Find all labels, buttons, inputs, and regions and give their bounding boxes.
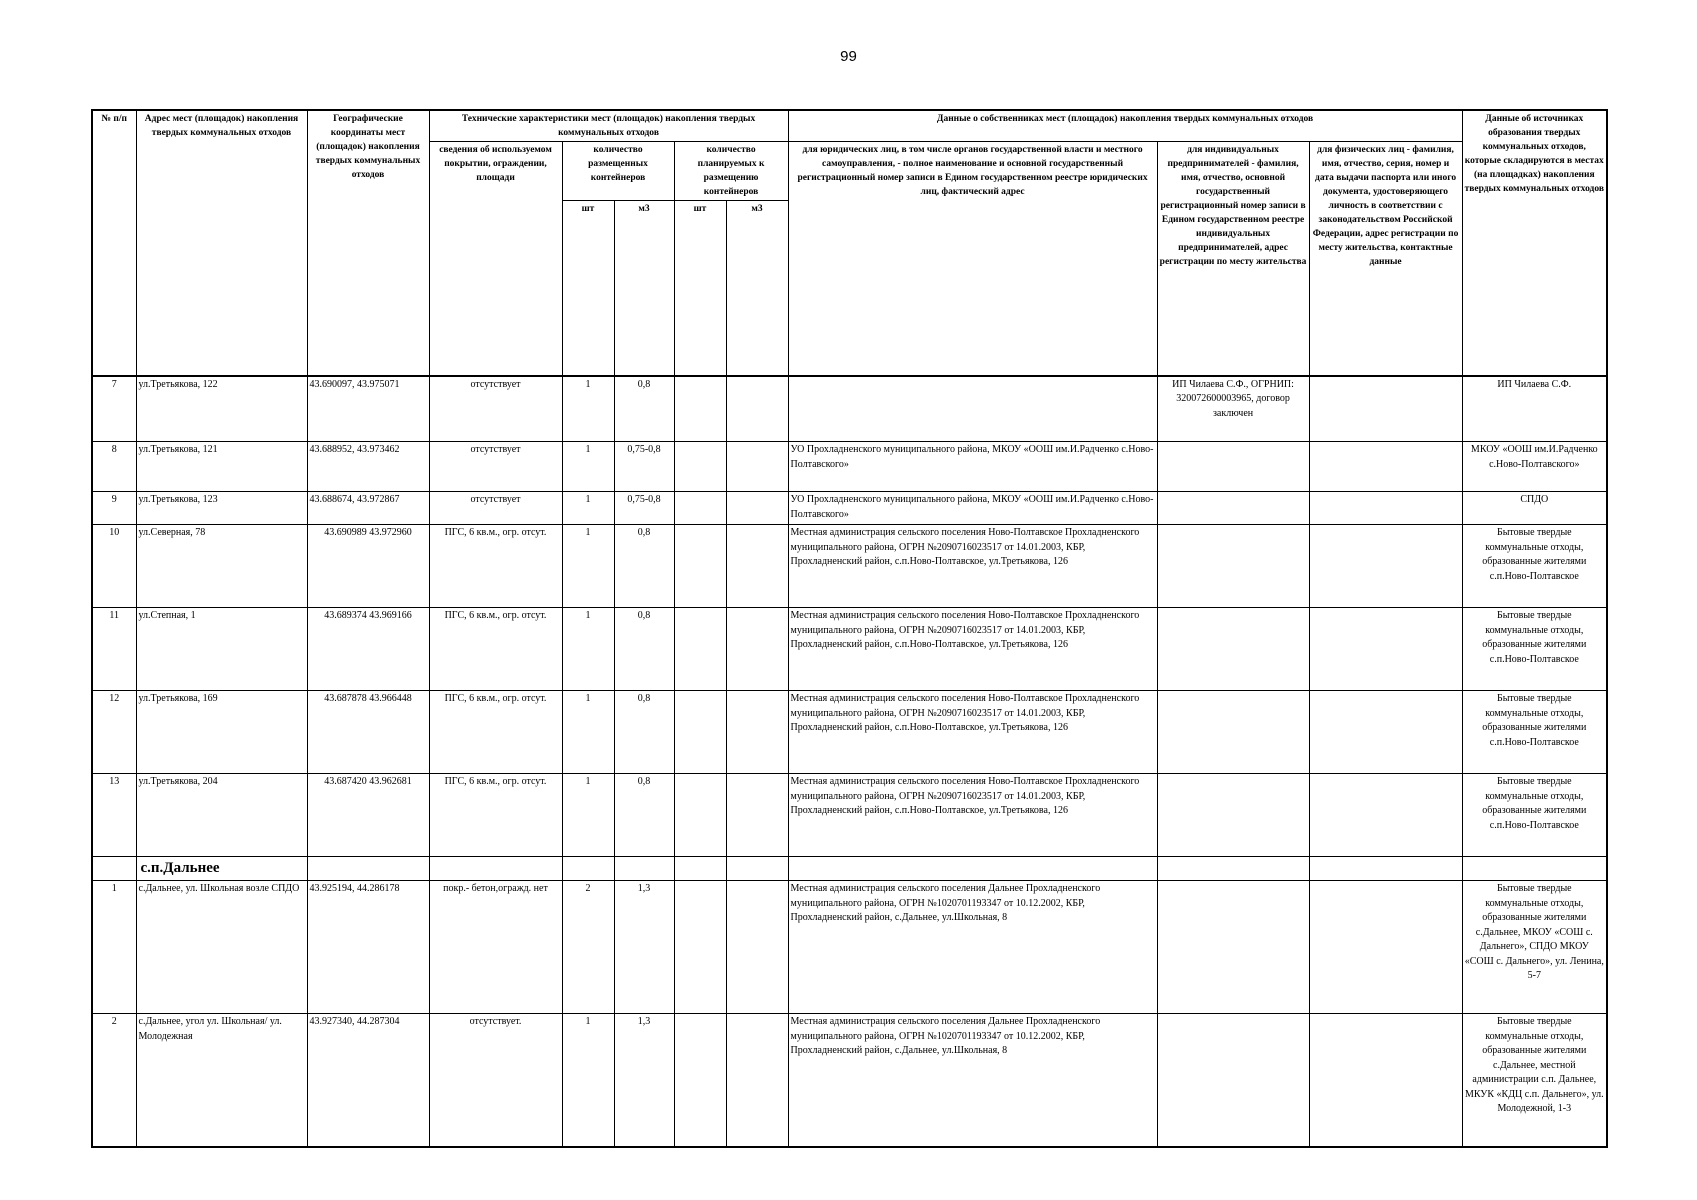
- cell-m3: 1,3: [614, 881, 674, 1014]
- cell-m3: 0,75-0,8: [614, 442, 674, 492]
- cell-m3-planned: [726, 1014, 788, 1147]
- cell-pcs-planned: [674, 1014, 726, 1147]
- waste-sites-table: [91, 109, 1608, 1148]
- table-row: [92, 492, 1607, 525]
- cell-num: 1: [92, 881, 136, 1014]
- cell-owner-person: [1309, 376, 1462, 442]
- cell-owner-ip: [1157, 774, 1309, 857]
- cell-m3-planned: [726, 376, 788, 442]
- cell-sources: Бытовые твердые коммунальные отходы, образованные жителями с.Дальнее, местной администрации с.п. Дальнее, МКУК «КДЦ с.п. Дальнего», ул. Молодежной, 1-3: [1462, 1014, 1607, 1147]
- cell-geo: 43.690989 43.972960: [307, 525, 429, 608]
- cell-owner-legal: [788, 376, 1157, 442]
- cell-num: 7: [92, 376, 136, 442]
- cell-geo: 43.688952, 43.973462: [307, 442, 429, 492]
- cell-address: ул.Третьякова, 123: [136, 492, 307, 525]
- cell-pcs: 1: [562, 608, 614, 691]
- cell-pcs-planned: [674, 442, 726, 492]
- cell-address: ул.Третьякова, 169: [136, 691, 307, 774]
- cell-m3-planned: [726, 525, 788, 608]
- cell-owner-ip: [1157, 608, 1309, 691]
- cell-owner-legal: Местная администрация сельского поселения Дальнее Прохладненского муниципального района, ОГРН №1020701193347 от 10.12.2002, КБР, Прохладненский район, с.Дальнее, ул.Школьная, 8: [788, 881, 1157, 1014]
- cell-m3-planned: [726, 492, 788, 525]
- cell-pcs: 1: [562, 774, 614, 857]
- cell-pcs: 2: [562, 881, 614, 1014]
- cell-m3: 0,8: [614, 774, 674, 857]
- cell-owner-legal: УО Прохладненского муниципального района, МКОУ «ООШ им.И.Радченко с.Ново-Полтавского»: [788, 442, 1157, 492]
- cell-m3-planned: [726, 774, 788, 857]
- header-tech-qty-placed: количество размещенных контейнеров: [562, 142, 674, 201]
- header-owners: Данные о собственниках мест (площадок) накопления твердых коммунальных отходов: [788, 110, 1462, 142]
- cell-m3-planned: [726, 442, 788, 492]
- cell-num: 11: [92, 608, 136, 691]
- header-tech: Технические характеристики мест (площадок) накопления твердых коммунальных отходов: [429, 110, 788, 142]
- cell-sources: МКОУ «ООШ им.И.Радченко с.Ново-Полтавского»: [1462, 442, 1607, 492]
- cell-cover: покр.- бетон,огражд. нет: [429, 881, 562, 1014]
- cell-geo: 43.688674, 43.972867: [307, 492, 429, 525]
- cell-sources: Бытовые твердые коммунальные отходы, образованные жителями с.п.Ново-Полтавское: [1462, 774, 1607, 857]
- cell-owner-person: [1309, 881, 1462, 1014]
- cell-num: 12: [92, 691, 136, 774]
- cell-m3: 0,8: [614, 691, 674, 774]
- page-number: 99: [840, 48, 857, 65]
- unit-pcs: шт: [562, 201, 614, 376]
- cell-cover: отсутствует: [429, 492, 562, 525]
- cell-address: ул.Третьякова, 204: [136, 774, 307, 857]
- cell-cover: отсутствует.: [429, 1014, 562, 1147]
- cell-sources: Бытовые твердые коммунальные отходы, образованные жителями с.п.Ново-Полтавское: [1462, 525, 1607, 608]
- cell-m3: 1,3: [614, 1014, 674, 1147]
- cell-pcs: 1: [562, 525, 614, 608]
- cell-sources: Бытовые твердые коммунальные отходы, образованные жителями с.п.Ново-Полтавское: [1462, 608, 1607, 691]
- unit-pcs-planned: шт: [674, 201, 726, 376]
- cell-address: ул.Северная, 78: [136, 525, 307, 608]
- cell-owner-ip: [1157, 691, 1309, 774]
- cell-pcs: 1: [562, 376, 614, 442]
- cell-address: ул.Степная, 1: [136, 608, 307, 691]
- cell-pcs-planned: [674, 492, 726, 525]
- cell-cover: ПГС, 6 кв.м., огр. отсут.: [429, 608, 562, 691]
- table-row: [92, 608, 1607, 691]
- cell-owner-person: [1309, 525, 1462, 608]
- cell-num: 2: [92, 1014, 136, 1147]
- cell-owner-person: [1309, 608, 1462, 691]
- cell-m3-planned: [726, 608, 788, 691]
- cell-m3: 0,8: [614, 376, 674, 442]
- cell-sources: Бытовые твердые коммунальные отходы, образованные жителями с.Дальнее, МКОУ «СОШ с. Дальнего», СПДО МКОУ «СОШ с. Дальнего», ул. Ленина, 5-7: [1462, 881, 1607, 1014]
- header-owner-ip: для индивидуальных предпринимателей - фамилия, имя, отчество, основной государственный регистрационный номер записи в Едином государственном реестре индивидуальных предпринимателей, адрес регистрации по месту жительства: [1157, 142, 1309, 376]
- cell-owner-legal: Местная администрация сельского поселения Ново-Полтавское Прохладненского муниципального района, ОГРН №2090716023517 от 14.01.2003, КБР, Прохладненский район, с.п.Ново-Полтавское, ул.Третьякова, 126: [788, 691, 1157, 774]
- cell-geo: 43.687420 43.962681: [307, 774, 429, 857]
- cell-owner-ip: [1157, 881, 1309, 1014]
- cell-owner-person: [1309, 492, 1462, 525]
- cell-geo: 43.925194, 44.286178: [307, 881, 429, 1014]
- cell-owner-legal: Местная администрация сельского поселения Дальнее Прохладненского муниципального района, ОГРН №1020701193347 от 10.12.2002, КБР, Прохладненский район, с.Дальнее, ул.Школьная, 8: [788, 1014, 1157, 1147]
- table-row: [92, 774, 1607, 857]
- cell-m3: 0,75-0,8: [614, 492, 674, 525]
- cell-owner-legal: УО Прохладненского муниципального района, МКОУ «ООШ им.И.Радченко с.Ново-Полтавского»: [788, 492, 1157, 525]
- cell-cover: ПГС, 6 кв.м., огр. отсут.: [429, 525, 562, 608]
- cell-pcs: 1: [562, 1014, 614, 1147]
- cell-pcs: 1: [562, 442, 614, 492]
- cell-owner-person: [1309, 1014, 1462, 1147]
- header-geo: Географические координаты мест (площадок) накопления твердых коммунальных отходов: [307, 110, 429, 376]
- section-row: [92, 857, 1607, 881]
- table-header: [92, 110, 1607, 376]
- cell-pcs-planned: [674, 376, 726, 442]
- cell-owner-ip: [1157, 492, 1309, 525]
- cell-pcs-planned: [674, 525, 726, 608]
- cell-owner-ip: ИП Чилаева С.Ф., ОГРНИП: 320072600003965, договор заключен: [1157, 376, 1309, 442]
- cell-pcs-planned: [674, 691, 726, 774]
- header-owner-person: для физических лиц - фамилия, имя, отчество, серия, номер и дата выдачи паспорта или иного документа, удостоверяющего личность в соответствии с законодательством Российской Федерации, адрес регистрации по месту жительства, контактные данные: [1309, 142, 1462, 376]
- header-sources: Данные об источниках образования твердых коммунальных отходов, которые складируются в местах (на площадках) накопления твердых коммунальных отходов: [1462, 110, 1607, 376]
- cell-pcs-planned: [674, 881, 726, 1014]
- header-num: № п/п: [92, 110, 136, 376]
- table-row: [92, 525, 1607, 608]
- cell-cover: отсутствует: [429, 376, 562, 442]
- cell-geo: 43.690097, 43.975071: [307, 376, 429, 442]
- cell-pcs: 1: [562, 691, 614, 774]
- table-row: [92, 1014, 1607, 1147]
- cell-geo: 43.927340, 44.287304: [307, 1014, 429, 1147]
- cell-num: 10: [92, 525, 136, 608]
- cell-pcs-planned: [674, 774, 726, 857]
- cell-sources: ИП Чилаева С.Ф.: [1462, 376, 1607, 442]
- table-row: [92, 442, 1607, 492]
- cell-m3: 0,8: [614, 525, 674, 608]
- cell-cover: отсутствует: [429, 442, 562, 492]
- cell-geo: 43.689374 43.969166: [307, 608, 429, 691]
- cell-geo: 43.687878 43.966448: [307, 691, 429, 774]
- cell-address: с.Дальнее, ул. Школьная возле СПДО: [136, 881, 307, 1014]
- cell-sources: Бытовые твердые коммунальные отходы, образованные жителями с.п.Ново-Полтавское: [1462, 691, 1607, 774]
- cell-owner-person: [1309, 691, 1462, 774]
- header-tech-cover: сведения об используемом покрытии, ограждении, площади: [429, 142, 562, 376]
- cell-owner-ip: [1157, 525, 1309, 608]
- cell-num: 9: [92, 492, 136, 525]
- cell-owner-legal: Местная администрация сельского поселения Ново-Полтавское Прохладненского муниципального района, ОГРН №2090716023517 от 14.01.2003, КБР, Прохладненский район, с.п.Ново-Полтавское, ул.Третьякова, 126: [788, 608, 1157, 691]
- cell-num: 8: [92, 442, 136, 492]
- cell-address: ул.Третьякова, 122: [136, 376, 307, 442]
- table-body: [92, 376, 1607, 1147]
- cell-owner-ip: [1157, 1014, 1309, 1147]
- unit-m3-planned: м3: [726, 201, 788, 376]
- header-address: Адрес мест (площадок) накопления твердых коммунальных отходов: [136, 110, 307, 376]
- cell-owner-legal: Местная администрация сельского поселения Ново-Полтавское Прохладненского муниципального района, ОГРН №2090716023517 от 14.01.2003, КБР, Прохладненский район, с.п.Ново-Полтавское, ул.Третьякова, 126: [788, 774, 1157, 857]
- cell-address: с.Дальнее, угол ул. Школьная/ ул. Молодежная: [136, 1014, 307, 1147]
- cell-pcs-planned: [674, 608, 726, 691]
- header-owner-legal: для юридических лиц, в том числе органов государственной власти и местного самоуправления, - полное наименование и основной государственный регистрационный номер записи в Едином государственном реестре юридических лиц, фактический адрес: [788, 142, 1157, 376]
- cell-owner-person: [1309, 442, 1462, 492]
- cell-m3-planned: [726, 691, 788, 774]
- cell-cover: ПГС, 6 кв.м., огр. отсут.: [429, 774, 562, 857]
- cell-num: 13: [92, 774, 136, 857]
- cell-owner-legal: Местная администрация сельского поселения Ново-Полтавское Прохладненского муниципального района, ОГРН №2090716023517 от 14.01.2003, КБР, Прохладненский район, с.п.Ново-Полтавское, ул.Третьякова, 126: [788, 525, 1157, 608]
- table-row: [92, 376, 1607, 442]
- table-row: [92, 881, 1607, 1014]
- cell-m3: 0,8: [614, 608, 674, 691]
- cell-pcs: 1: [562, 492, 614, 525]
- section-title: с.п.Дальнее: [136, 857, 307, 881]
- cell-cover: ПГС, 6 кв.м., огр. отсут.: [429, 691, 562, 774]
- cell-owner-ip: [1157, 442, 1309, 492]
- cell-address: ул.Третьякова, 121: [136, 442, 307, 492]
- cell-owner-person: [1309, 774, 1462, 857]
- table-row: [92, 691, 1607, 774]
- section-num-cell: [92, 857, 136, 881]
- cell-sources: СПДО: [1462, 492, 1607, 525]
- unit-m3: м3: [614, 201, 674, 376]
- cell-m3-planned: [726, 881, 788, 1014]
- header-tech-qty-planned: количество планируемых к размещению контейнеров: [674, 142, 788, 201]
